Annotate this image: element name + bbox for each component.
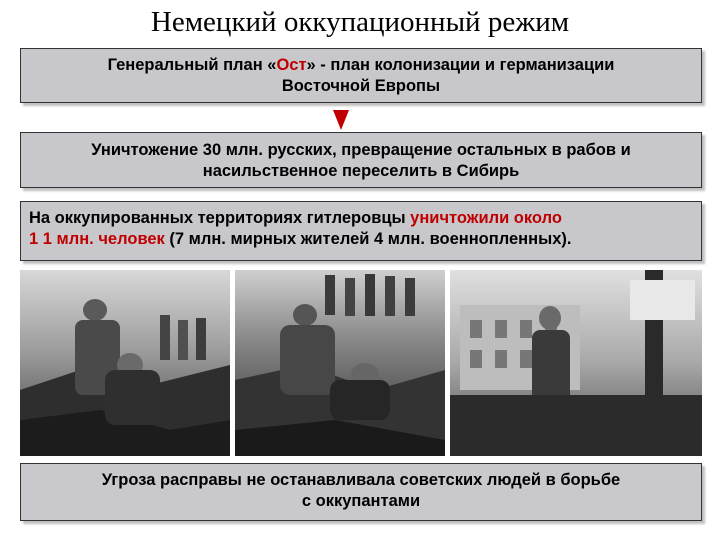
plan-ost-line-1 (21, 55, 701, 76)
occupied-killed-count: 1 1 млн. человек (29, 230, 165, 248)
extermination-box (20, 132, 702, 188)
plan-ost-text-post: » - план колонизации и германизации (306, 56, 615, 74)
extermination-line-1: Уничтожение 30 млн. русских, превращение остальных в рабов и (91, 141, 631, 159)
plan-ost-text-pre: Генеральный план « (107, 56, 277, 74)
execution-photo-1 (20, 270, 230, 456)
page-title: Немецкий оккупационный режим (150, 6, 570, 38)
occupied-text-post: (7 млн. мирных жителей 4 млн. военнопленных). (164, 230, 572, 248)
occupied-text-pre: На оккупированных территориях гитлеровцы (29, 209, 411, 227)
extermination-line-2: насильственное переселить в Сибирь (202, 162, 520, 180)
plan-ost-name: Ост (276, 56, 307, 74)
down-arrow-icon (333, 110, 349, 130)
occupied-killed-text: уничтожили около (410, 209, 562, 227)
occupied-territories-box (20, 201, 702, 261)
resistance-box (20, 463, 702, 521)
resistance-line-2: с оккупантами (301, 492, 421, 510)
hanging-photo-3 (450, 270, 702, 456)
plan-ost-line-2: Восточной Европы (281, 77, 441, 95)
resistance-line-1: Угроза расправы не останавливала советских людей в борьбе (101, 471, 621, 489)
plan-ost-box (20, 48, 702, 103)
execution-photo-2 (235, 270, 445, 456)
